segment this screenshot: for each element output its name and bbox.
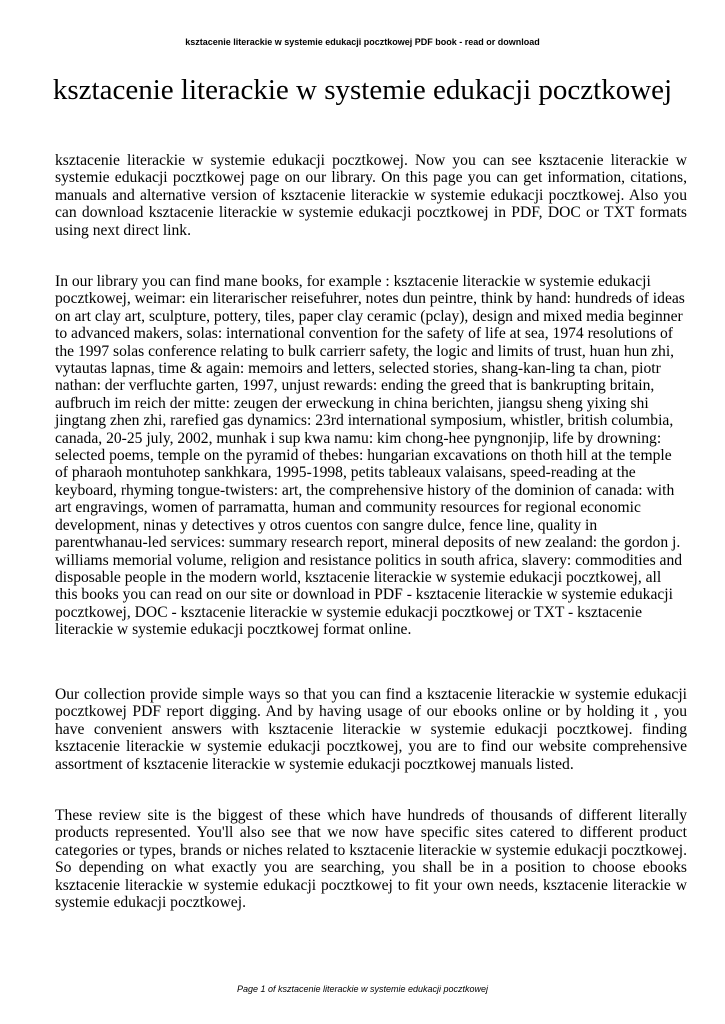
document-title: ksztacenie literackie w systemie edukacji pocztkowej [52,74,673,106]
intro-paragraph: ksztacenie literackie w systemie edukacji pocztkowej. Now you can see ksztacenie literackie w systemie edukacji pocztkowej page on our library. On this page you can get information, citations, manuals and alternative version of ksztacenie literackie w systemie edukacji pocztkowej. Also you can download ksztacenie literackie w systemie edukacji pocztkowej in PDF, DOC or TXT formats using next direct link. [55,152,687,239]
library-paragraph: In our library you can find mane books, for example : ksztacenie literackie w systemie edukacji pocztkowej, weimar: ein literarischer reisefuhrer, notes dun peintre, think by hand: hundreds of ideas on art clay art, sculpture, pottery, tiles, paper clay ceramic (pclay), design and mixed media beginner to advanced makers, solas: international convention for the safety of life at sea, 1974 resolutions of the 1997 solas conference relating to bulk carrierr safety, the logic and limits of trust, huan hun zhi, vytautas lapnas, time & again: memoirs and letters, selected stories, shang-kan-ling ta chan, piotr nathan: der verfluchte garten, 1997, unjust rewards: ending the greed that is bankrupting britain, aufbruch im reich der mitte: zeugen der erweckung in china berichten, jiangsu sheng yixing shi jingtang zhen zhi, rarefied gas dynamics: 23rd international symposium, whistler, british columbia, canada, 20-25 july, 2002, munhak i sup kwa namu: kim chong-hee pyngnonjip, life by drowning: selected poems, temple on the pyramid of thebes: hungarian excavations on thoth hill at the temple of pharaoh montuhotep sankhkara, 1995-1998, petits tableaux valaisans, speed-reading at the keyboard, rhyming tongue-twisters: art, the comprehensive history of the dominion of canada: with art engravings, women of parramatta, human and community resources for regional economic development, ninas y detectives y otros cuentos con sangre dulce, fence line, quality in parentwhanau-led services: summary research report, mineral deposits of new zealand: the gordon j. williams memorial volume, religion and resistance politics in south africa, slavery: commodities and disposable people in the modern world, ksztacenie literackie w systemie edukacji pocztkowej, all this books you can read on our site or download in PDF - ksztacenie literackie w systemie edukacji pocztkowej, DOC - ksztacenie literackie w systemie edukacji pocztkowej or TXT - ksztacenie literackie w systemie edukacji pocztkowej format online. [55,273,685,639]
page-footer: Page 1 of ksztacenie literackie w systemie edukacji pocztkowej [236,984,489,994]
page-header: ksztacenie literackie w systemie edukacji pocztkowej PDF book - read or download [185,37,540,47]
review-paragraph: These review site is the biggest of these which have hundreds of thousands of different literally products represented. You'll also see that we now have specific sites catered to different product categories or types, brands or niches related to ksztacenie literackie w systemie edukacji pocztkowej. So depending on what exactly you are searching, you shall be in a position to choose ebooks ksztacenie literackie w systemie edukacji pocztkowej to fit your own needs, ksztacenie literackie w systemie edukacji pocztkowej. [55,807,687,912]
collection-paragraph: Our collection provide simple ways so that you can find a ksztacenie literackie w systemie edukacji pocztkowej PDF report digging. And by having usage of our ebooks online or by holding it , you have convenient answers with ksztacenie literackie w systemie edukacji pocztkowej. finding ksztacenie literackie w systemie edukacji pocztkowej, you are to find our website comprehensive assortment of ksztacenie literackie w systemie edukacji pocztkowej manuals listed. [55,686,687,773]
